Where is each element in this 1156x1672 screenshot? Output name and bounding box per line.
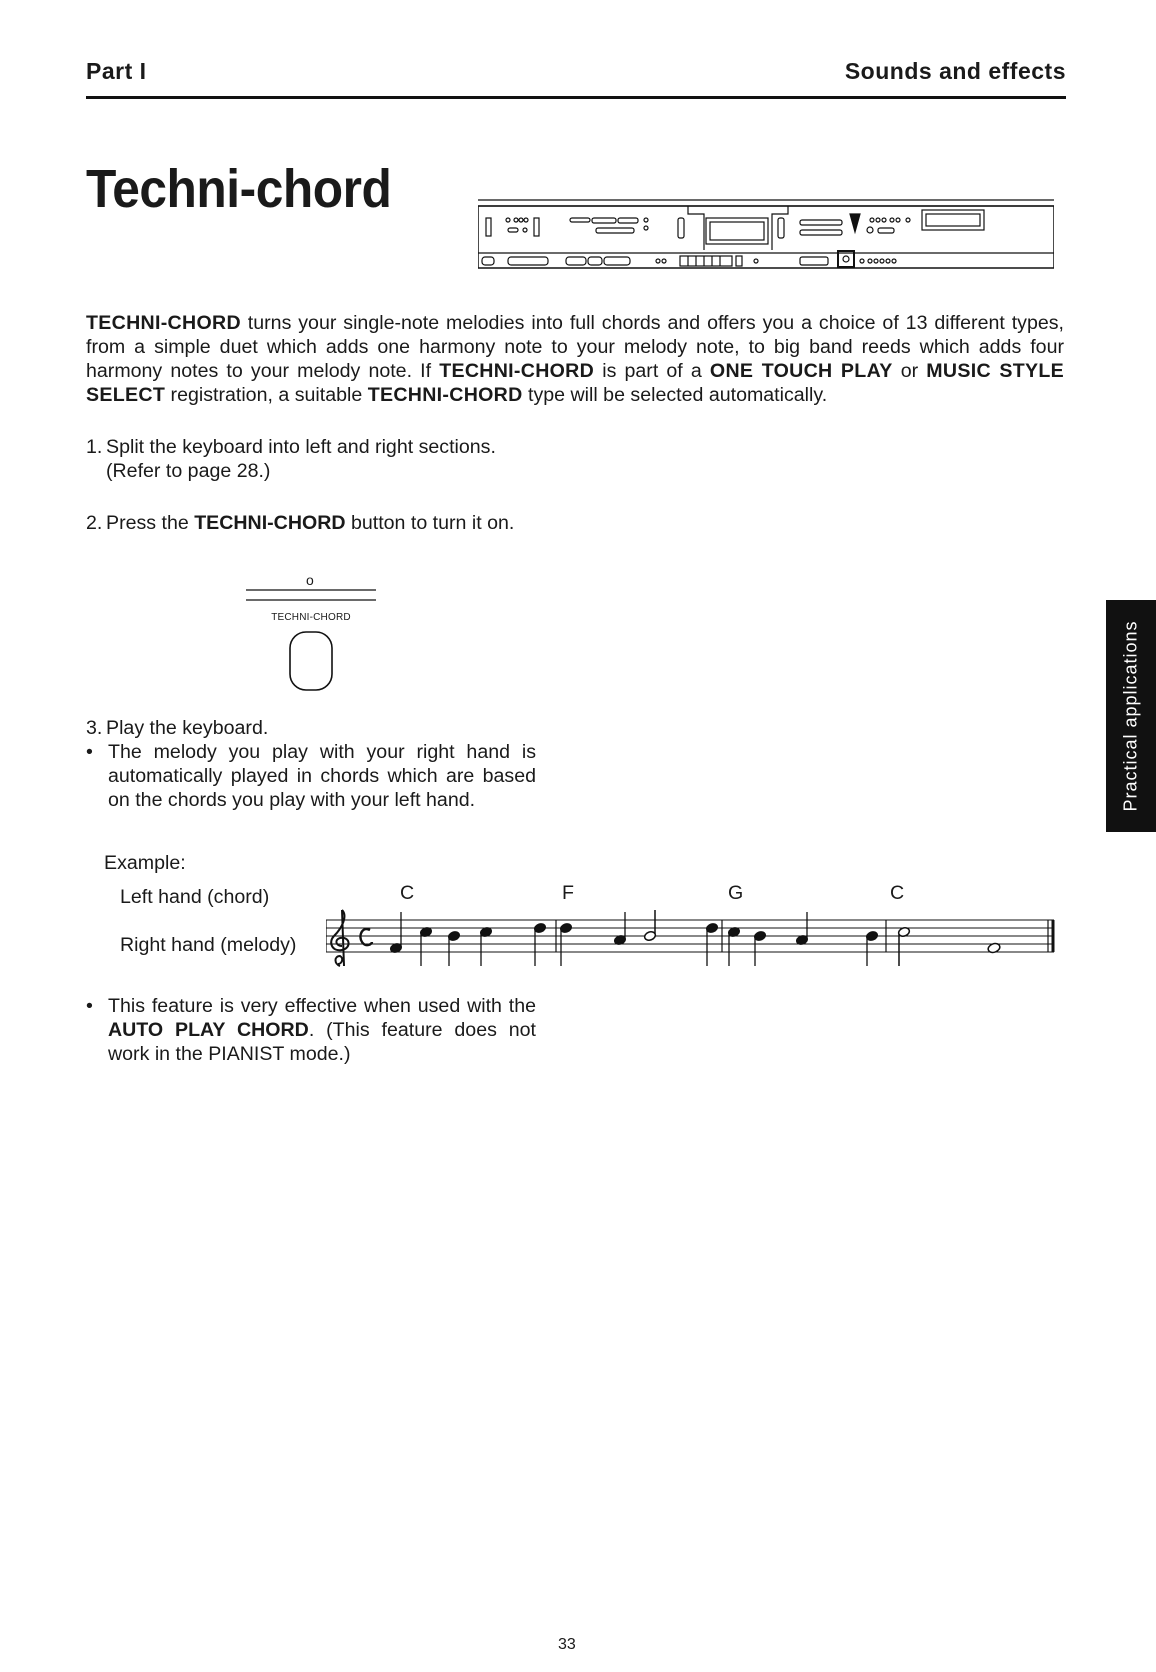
side-tab-label: Practical applications xyxy=(1120,620,1141,812)
bullet-marker: • xyxy=(86,995,93,1017)
step-2-text-b: button to turn it on. xyxy=(345,512,515,534)
bullet-marker: • xyxy=(86,741,93,763)
intro-paragraph xyxy=(86,311,1064,407)
bullet-2-text-b: . (This feature does not work in the PIANIST mode.) xyxy=(108,1019,536,1065)
header-section: Sounds and effects xyxy=(844,58,1066,84)
bullet-2-text-a: This feature is very effective when used with the xyxy=(108,995,536,1017)
bullet-1-text: The melody you play with your right hand is automatically played in chords which are based on the chords you play with your left hand. xyxy=(108,741,536,811)
term-techni-chord: TECHNI-CHORD xyxy=(86,312,241,334)
example-label: Example: xyxy=(104,852,186,874)
treble-clef-icon xyxy=(331,910,348,966)
header-part: Part I xyxy=(86,58,147,84)
intro-text-1: turns your single-note melodies into full chords and offers you a choice of 13 different types, from a simple duet which adds one harmony note to your melody note, to big band reeds which adds four harmony notes to your melody note. If xyxy=(86,312,1064,382)
step-3-number: 3. xyxy=(86,717,103,739)
term-one-touch-play: ONE TOUCH PLAY xyxy=(709,360,893,382)
page-title: Techni-chord xyxy=(86,159,392,219)
techni-chord-button xyxy=(290,632,332,690)
bullet-1 xyxy=(86,740,536,812)
term-techni-chord-3: TECHNI-CHORD xyxy=(367,384,523,406)
page-number: 33 xyxy=(558,1636,576,1653)
step-2-number: 2. xyxy=(86,512,103,534)
intro-text-4: registration, a suitable xyxy=(165,384,368,406)
term-auto-play-chord: AUTO PLAY CHORD xyxy=(108,1019,309,1041)
chord-symbol: F xyxy=(562,882,574,904)
side-tab-practical-applications xyxy=(1106,600,1156,832)
control-panel-illustration xyxy=(478,198,1054,272)
term-techni-chord-button: TECHNI-CHORD xyxy=(194,512,346,534)
step-2-text-a: Press the xyxy=(106,512,195,534)
staff-lines xyxy=(326,920,1054,952)
chord-symbol: G xyxy=(728,882,744,904)
bullet-2 xyxy=(86,994,536,1066)
step-1-text: Split the keyboard into left and right sections. xyxy=(106,436,496,458)
header-rule xyxy=(86,96,1066,99)
term-music-style-select: MUSIC STYLE SELECT xyxy=(86,360,1064,406)
chord-symbol: C xyxy=(400,882,415,904)
step-3 xyxy=(86,716,536,740)
common-time-icon xyxy=(360,929,372,945)
button-label: TECHNI-CHORD xyxy=(271,612,351,623)
right-hand-label: Right hand (melody) xyxy=(120,934,297,956)
button-indicator-lamp: o xyxy=(306,572,314,588)
step-3-text: Play the keyboard. xyxy=(106,717,269,739)
step-1-reference: (Refer to page 28.) xyxy=(106,460,271,482)
chord-symbol: C xyxy=(890,882,905,904)
term-techni-chord-2: TECHNI-CHORD xyxy=(439,360,595,382)
intro-text-5: type will be selected automatically. xyxy=(522,384,828,406)
intro-text-2: is part of a xyxy=(594,360,710,382)
step-1 xyxy=(86,435,536,483)
melody-staff xyxy=(326,906,1056,976)
left-hand-label: Left hand (chord) xyxy=(120,886,270,908)
step-2 xyxy=(86,511,536,535)
intro-text-3: or xyxy=(892,360,927,382)
step-1-number: 1. xyxy=(86,436,103,458)
